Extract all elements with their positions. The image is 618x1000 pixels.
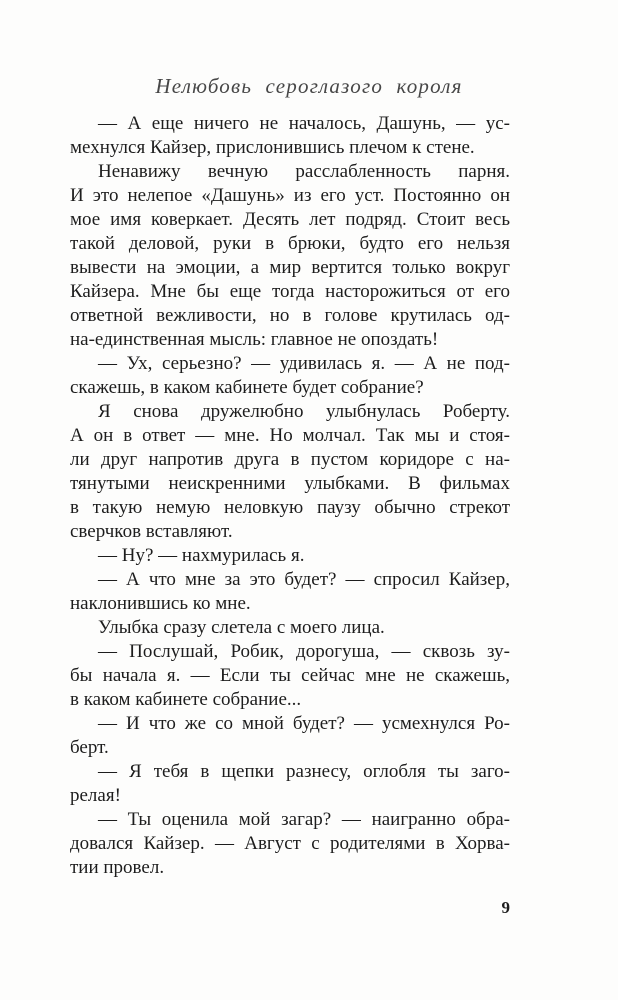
text-line: — Ну? — нахмурилась я. — [98, 545, 305, 566]
text-line: Ненавижу вечную расслабленность парня. — [98, 161, 510, 182]
text-line: берт. — [70, 737, 109, 758]
paragraph — [70, 640, 510, 712]
text-line: в такую немую неловкую паузу обычно стрекот — [70, 497, 510, 518]
text-line: Улыбка сразу слетела с моего лица. — [98, 617, 385, 638]
text-line: ли друг напротив друга в пустом коридоре с на- — [70, 449, 510, 470]
paragraph — [70, 352, 510, 400]
text-line: мое имя коверкает. Десять лет подряд. Стоит весь — [70, 209, 510, 230]
paragraph — [70, 544, 510, 568]
text-line: — Ух, серьезно? — удивилась я. — А не под- — [98, 353, 510, 374]
text-line: тии провел. — [70, 857, 165, 878]
text-line: наклонившись ко мне. — [70, 593, 251, 614]
text-line: такой деловой, руки в брюки, будто его нельзя — [70, 233, 510, 254]
paragraph — [70, 616, 510, 640]
paragraph — [70, 112, 510, 160]
paragraph — [70, 760, 510, 808]
text-line: — А что мне за это будет? — спросил Кайзер, — [98, 569, 510, 590]
text-line: Кайзера. Мне бы еще тогда насторожиться от его — [70, 281, 510, 302]
body-text — [70, 112, 510, 880]
paragraph — [70, 400, 510, 544]
text-line: — Послушай, Робик, дорогуша, — сквозь зу- — [98, 641, 510, 662]
text-line: — Я тебя в щепки разнесу, оглобля ты заго- — [98, 761, 510, 782]
page-number: 9 — [501, 898, 510, 917]
text-line: сверчков вставляют. — [70, 521, 233, 542]
paragraph — [70, 808, 510, 880]
text-line: бы начала я. — Если ты сейчас мне не скажешь, — [70, 665, 510, 686]
text-line: — И что же со мной будет? — усмехнулся Ро- — [98, 713, 510, 734]
text-line: Я снова дружелюбно улыбнулась Роберту. — [98, 401, 510, 422]
text-line: на-единственная мысль: главное не опоздать! — [70, 329, 439, 350]
text-line: мехнулся Кайзер, прислонившись плечом к стене. — [70, 137, 475, 158]
running-header: Нелюбовь сероглазого короля — [155, 74, 463, 98]
text-line: скажешь, в каком кабинете будет собрание? — [70, 377, 424, 398]
paragraph — [70, 712, 510, 760]
paragraph — [70, 568, 510, 616]
text-line: тянутыми неискренними улыбками. В фильмах — [70, 473, 510, 494]
paragraph — [70, 160, 510, 352]
text-line: А он в ответ — мне. Но молчал. Так мы и стоя- — [70, 425, 510, 446]
text-line: И это нелепое «Дашунь» из его уст. Постоянно он — [70, 185, 510, 206]
text-line: — А еще ничего не началось, Дашунь, — ус- — [98, 113, 510, 134]
text-line: релая! — [70, 785, 121, 806]
text-line: ответной вежливости, но в голове крутилась од- — [70, 305, 510, 326]
text-line: довался Кайзер. — Август с родителями в Хорва- — [70, 833, 510, 854]
text-line: вывести на эмоции, а мир вертится только вокруг — [70, 257, 510, 278]
text-line: в каком кабинете собрание... — [70, 689, 302, 710]
text-line: — Ты оценила мой загар? — наигранно обра- — [98, 809, 510, 830]
